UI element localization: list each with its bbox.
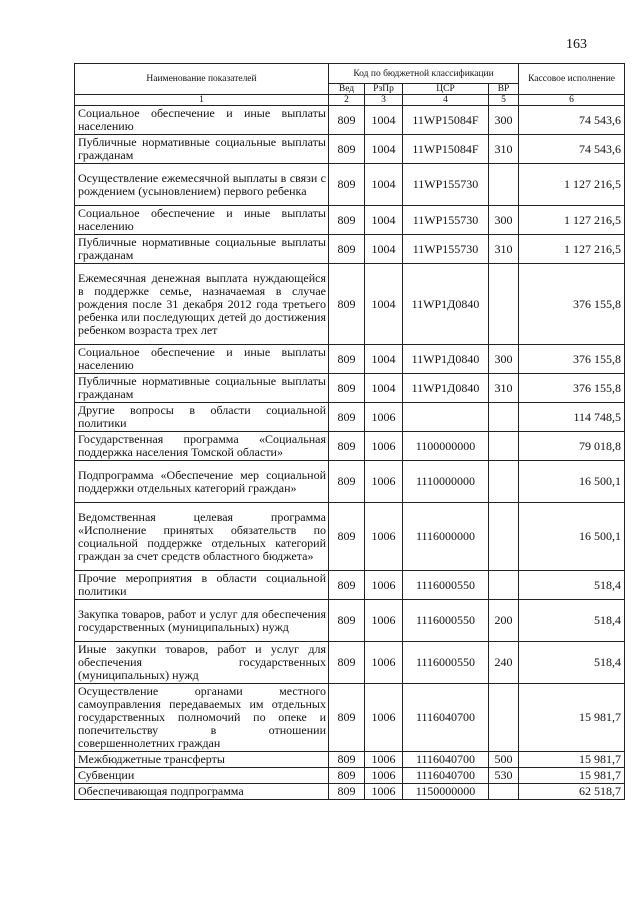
csr-cell: 1116000550 bbox=[403, 571, 489, 600]
csr-cell: 11WP1Д0840 bbox=[403, 345, 489, 374]
rzpr-cell: 1004 bbox=[365, 106, 403, 135]
budget-table bbox=[74, 63, 625, 800]
csr-cell: 1116000550 bbox=[403, 642, 489, 684]
name-cell: Прочие мероприятия в области социальной политики bbox=[75, 571, 329, 600]
column-number: 4 bbox=[403, 95, 489, 106]
name-cell: Закупка товаров, работ и услуг для обеспечения государственных (муниципальных) нужд bbox=[75, 600, 329, 642]
table-row bbox=[75, 135, 625, 164]
vr-cell: 300 bbox=[489, 345, 519, 374]
vr-cell bbox=[489, 684, 519, 752]
amount-cell: 518,4 bbox=[519, 642, 625, 684]
table-row bbox=[75, 571, 625, 600]
table-row bbox=[75, 235, 625, 264]
ved-cell: 809 bbox=[329, 106, 365, 135]
header-rzpr: РзПр bbox=[365, 84, 403, 95]
csr-cell: 11WP155730 bbox=[403, 235, 489, 264]
vr-cell bbox=[489, 403, 519, 432]
header-amount: Кассовое исполнение bbox=[519, 64, 625, 95]
amount-cell: 74 543,6 bbox=[519, 135, 625, 164]
amount-cell: 376 155,8 bbox=[519, 345, 625, 374]
ved-cell: 809 bbox=[329, 403, 365, 432]
csr-cell bbox=[403, 403, 489, 432]
ved-cell: 809 bbox=[329, 164, 365, 206]
ved-cell: 809 bbox=[329, 135, 365, 164]
rzpr-cell: 1006 bbox=[365, 403, 403, 432]
amount-cell: 376 155,8 bbox=[519, 264, 625, 345]
ved-cell: 809 bbox=[329, 235, 365, 264]
column-number: 5 bbox=[489, 95, 519, 106]
table-row bbox=[75, 503, 625, 571]
csr-cell: 11WP155730 bbox=[403, 206, 489, 235]
rzpr-cell: 1004 bbox=[365, 345, 403, 374]
csr-cell: 11WP1Д0840 bbox=[403, 264, 489, 345]
vr-cell: 310 bbox=[489, 135, 519, 164]
table-row bbox=[75, 345, 625, 374]
table-header bbox=[75, 64, 625, 106]
name-cell: Публичные нормативные социальные выплаты гражданам bbox=[75, 135, 329, 164]
header-ved: Вед bbox=[329, 84, 365, 95]
amount-cell: 62 518,7 bbox=[519, 784, 625, 800]
name-cell: Публичные нормативные социальные выплаты гражданам bbox=[75, 374, 329, 403]
name-cell: Социальное обеспечение и иные выплаты населению bbox=[75, 206, 329, 235]
csr-cell: 11WP155730 bbox=[403, 164, 489, 206]
rzpr-cell: 1006 bbox=[365, 768, 403, 784]
vr-cell: 310 bbox=[489, 374, 519, 403]
table-row bbox=[75, 461, 625, 503]
ved-cell: 809 bbox=[329, 206, 365, 235]
vr-cell bbox=[489, 503, 519, 571]
amount-cell: 518,4 bbox=[519, 571, 625, 600]
name-cell: Социальное обеспечение и иные выплаты населению bbox=[75, 345, 329, 374]
header-code-group: Код по бюджетной классификации bbox=[329, 64, 519, 84]
vr-cell: 300 bbox=[489, 106, 519, 135]
ved-cell: 809 bbox=[329, 768, 365, 784]
rzpr-cell: 1006 bbox=[365, 432, 403, 461]
name-cell: Обеспечивающая подпрограмма bbox=[75, 784, 329, 800]
csr-cell: 1116040700 bbox=[403, 768, 489, 784]
header-column-numbers bbox=[75, 95, 625, 106]
rzpr-cell: 1004 bbox=[365, 374, 403, 403]
ved-cell: 809 bbox=[329, 432, 365, 461]
amount-cell: 376 155,8 bbox=[519, 374, 625, 403]
table-row bbox=[75, 106, 625, 135]
table-row bbox=[75, 164, 625, 206]
page-number: 163 bbox=[566, 37, 587, 52]
name-cell: Ежемесячная денежная выплата нуждающейся в поддержке семье, назначаемая в случае рождения после 31 декабря 2012 года третьего ребенка или последующих детей до достижения ребенком возраста трех лет bbox=[75, 264, 329, 345]
rzpr-cell: 1006 bbox=[365, 752, 403, 768]
name-cell: Публичные нормативные социальные выплаты гражданам bbox=[75, 235, 329, 264]
vr-cell: 200 bbox=[489, 600, 519, 642]
vr-cell: 530 bbox=[489, 768, 519, 784]
csr-cell: 1116040700 bbox=[403, 684, 489, 752]
csr-cell: 1116000550 bbox=[403, 600, 489, 642]
vr-cell: 500 bbox=[489, 752, 519, 768]
rzpr-cell: 1004 bbox=[365, 164, 403, 206]
amount-cell: 1 127 216,5 bbox=[519, 235, 625, 264]
table-row bbox=[75, 600, 625, 642]
amount-cell: 518,4 bbox=[519, 600, 625, 642]
ved-cell: 809 bbox=[329, 345, 365, 374]
rzpr-cell: 1004 bbox=[365, 235, 403, 264]
name-cell: Подпрограмма «Обеспечение мер социальной поддержки отдельных категорий граждан» bbox=[75, 461, 329, 503]
vr-cell bbox=[489, 164, 519, 206]
csr-cell: 11WP15084F bbox=[403, 106, 489, 135]
ved-cell: 809 bbox=[329, 684, 365, 752]
csr-cell: 1116040700 bbox=[403, 752, 489, 768]
vr-cell: 310 bbox=[489, 235, 519, 264]
name-cell: Осуществление ежемесячной выплаты в связи с рождением (усыновлением) первого ребенка bbox=[75, 164, 329, 206]
name-cell: Межбюджетные трансферты bbox=[75, 752, 329, 768]
name-cell: Социальное обеспечение и иные выплаты населению bbox=[75, 106, 329, 135]
ved-cell: 809 bbox=[329, 642, 365, 684]
name-cell: Субвенции bbox=[75, 768, 329, 784]
csr-cell: 11WP15084F bbox=[403, 135, 489, 164]
ved-cell: 809 bbox=[329, 571, 365, 600]
name-cell: Осуществление органами местного самоуправления передаваемых им отдельных государственных полномочий по опеке и попечительству в отношении совершеннолетних граждан bbox=[75, 684, 329, 752]
vr-cell bbox=[489, 784, 519, 800]
amount-cell: 74 543,6 bbox=[519, 106, 625, 135]
amount-cell: 15 981,7 bbox=[519, 752, 625, 768]
table-row bbox=[75, 264, 625, 345]
table-row bbox=[75, 642, 625, 684]
header-csr: ЦСР bbox=[403, 84, 489, 95]
name-cell: Государственная программа «Социальная поддержка населения Томской области» bbox=[75, 432, 329, 461]
ved-cell: 809 bbox=[329, 503, 365, 571]
rzpr-cell: 1006 bbox=[365, 600, 403, 642]
rzpr-cell: 1004 bbox=[365, 206, 403, 235]
name-cell: Другие вопросы в области социальной политики bbox=[75, 403, 329, 432]
csr-cell: 1150000000 bbox=[403, 784, 489, 800]
amount-cell: 15 981,7 bbox=[519, 684, 625, 752]
vr-cell bbox=[489, 432, 519, 461]
column-number: 3 bbox=[365, 95, 403, 106]
csr-cell: 1100000000 bbox=[403, 432, 489, 461]
table-body bbox=[75, 106, 625, 800]
table-row bbox=[75, 403, 625, 432]
column-number: 2 bbox=[329, 95, 365, 106]
ved-cell: 809 bbox=[329, 752, 365, 768]
vr-cell bbox=[489, 461, 519, 503]
csr-cell: 1116000000 bbox=[403, 503, 489, 571]
rzpr-cell: 1004 bbox=[365, 264, 403, 345]
ved-cell: 809 bbox=[329, 600, 365, 642]
vr-cell bbox=[489, 571, 519, 600]
rzpr-cell: 1006 bbox=[365, 642, 403, 684]
rzpr-cell: 1006 bbox=[365, 461, 403, 503]
rzpr-cell: 1006 bbox=[365, 684, 403, 752]
table-row bbox=[75, 784, 625, 800]
table-row bbox=[75, 374, 625, 403]
column-number: 6 bbox=[519, 95, 625, 106]
name-cell: Иные закупки товаров, работ и услуг для обеспечения государственных (муниципальных) нужд bbox=[75, 642, 329, 684]
table-row bbox=[75, 768, 625, 784]
vr-cell: 240 bbox=[489, 642, 519, 684]
csr-cell: 11WP1Д0840 bbox=[403, 374, 489, 403]
ved-cell: 809 bbox=[329, 374, 365, 403]
amount-cell: 15 981,7 bbox=[519, 768, 625, 784]
name-cell: Ведомственная целевая программа «Исполнение принятых обязательств по социальной поддержке отдельных категорий граждан за счет средств областного бюджета» bbox=[75, 503, 329, 571]
rzpr-cell: 1004 bbox=[365, 135, 403, 164]
vr-cell: 300 bbox=[489, 206, 519, 235]
amount-cell: 16 500,1 bbox=[519, 503, 625, 571]
table-row bbox=[75, 684, 625, 752]
ved-cell: 809 bbox=[329, 784, 365, 800]
ved-cell: 809 bbox=[329, 264, 365, 345]
amount-cell: 16 500,1 bbox=[519, 461, 625, 503]
rzpr-cell: 1006 bbox=[365, 784, 403, 800]
amount-cell: 1 127 216,5 bbox=[519, 164, 625, 206]
table-row bbox=[75, 752, 625, 768]
column-number: 1 bbox=[75, 95, 329, 106]
amount-cell: 114 748,5 bbox=[519, 403, 625, 432]
vr-cell bbox=[489, 264, 519, 345]
table-row bbox=[75, 432, 625, 461]
amount-cell: 1 127 216,5 bbox=[519, 206, 625, 235]
header-vr: ВР bbox=[489, 84, 519, 95]
amount-cell: 79 018,8 bbox=[519, 432, 625, 461]
rzpr-cell: 1006 bbox=[365, 571, 403, 600]
header-name: Наименование показателей bbox=[75, 64, 329, 95]
ved-cell: 809 bbox=[329, 461, 365, 503]
table-row bbox=[75, 206, 625, 235]
rzpr-cell: 1006 bbox=[365, 503, 403, 571]
csr-cell: 1110000000 bbox=[403, 461, 489, 503]
